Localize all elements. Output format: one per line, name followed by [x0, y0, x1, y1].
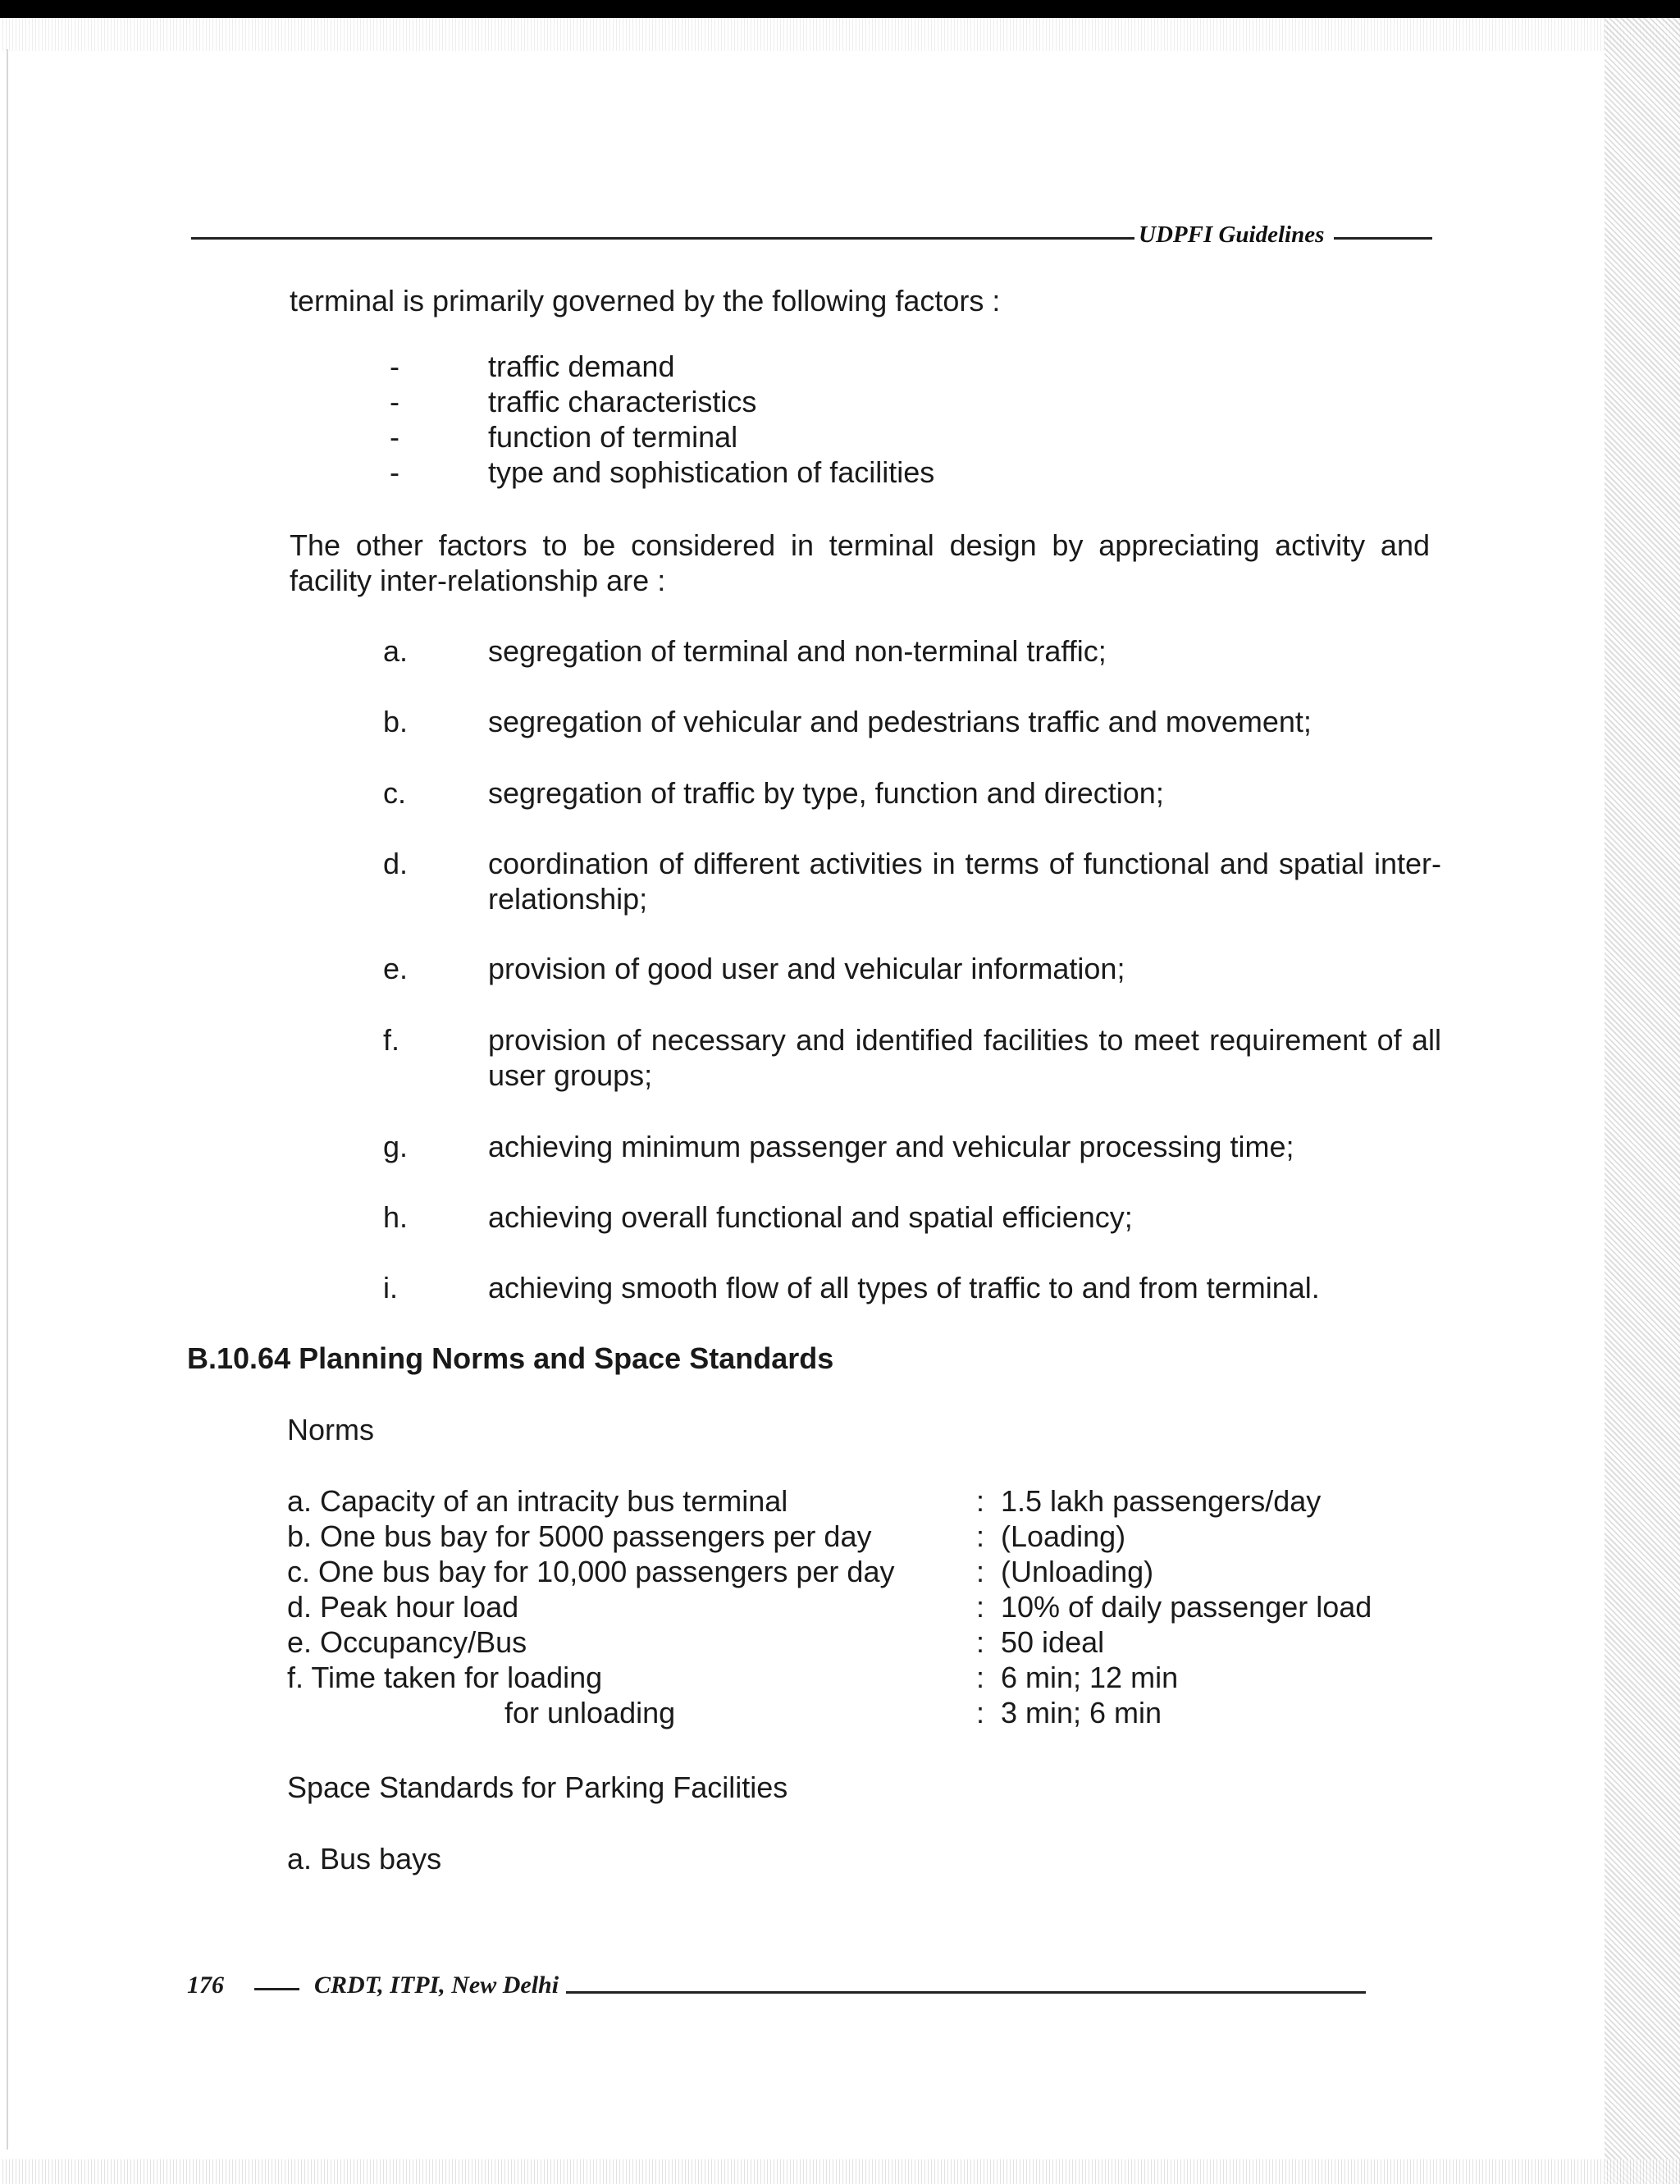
factors-paragraph: The other factors to be considered in terminal design by appreciating activity and facility inter-relationship are :	[290, 528, 1430, 597]
list-item	[390, 455, 934, 490]
list-dash: -	[390, 455, 399, 489]
norm-value: 50 ideal	[1001, 1625, 1105, 1659]
header-rule-right	[1334, 237, 1432, 240]
page-number: 176	[187, 1972, 224, 1999]
footer-rule	[566, 1991, 1366, 1994]
list-item-text: provision of necessary and identified facilities to meet requirement of all user groups;	[488, 1023, 1441, 1092]
list-item-text: achieving minimum passenger and vehicular processing time;	[488, 1130, 1294, 1163]
list-dash: -	[390, 420, 399, 454]
list-letter: b.	[383, 705, 409, 738]
list-item-text: coordination of different activities in terms of functional and spatial inter-relationship;	[488, 847, 1441, 916]
table-row	[287, 1695, 1372, 1730]
list-letter: f.	[383, 1023, 400, 1057]
list-letter: e.	[383, 952, 409, 985]
norm-colon: :	[976, 1661, 985, 1694]
list-letter: g.	[383, 1130, 409, 1163]
list-letter: a.	[383, 634, 409, 668]
norm-colon: :	[976, 1519, 985, 1553]
table-row	[287, 1589, 1372, 1624]
norm-colon: :	[976, 1590, 985, 1624]
table-row	[287, 1554, 1372, 1589]
list-item	[390, 419, 934, 455]
intro-line: terminal is primarily governed by the following factors :	[290, 284, 1001, 318]
norm-label: for unloading	[504, 1696, 676, 1729]
table-row	[287, 1519, 1372, 1554]
list-item-text: achieving overall functional and spatial efficiency;	[488, 1200, 1133, 1234]
list-item	[383, 1022, 1441, 1093]
norm-colon: :	[976, 1625, 985, 1659]
list-item	[383, 951, 1441, 986]
list-item	[383, 775, 1441, 811]
list-dash: -	[390, 385, 399, 418]
footer-source: CRDT, ITPI, New Delhi	[314, 1972, 559, 1999]
norms-table	[287, 1483, 1372, 1730]
list-item-text: segregation of vehicular and pedestrians traffic and movement;	[488, 705, 1312, 738]
norm-colon: :	[976, 1484, 985, 1518]
list-letter: i.	[383, 1271, 398, 1304]
list-item-text: traffic characteristics	[488, 385, 757, 418]
table-row	[287, 1483, 1372, 1519]
norm-label: f. Time taken for loading	[287, 1661, 603, 1694]
list-item-text: type and sophistication of facilities	[488, 455, 935, 489]
list-item-text: traffic demand	[488, 350, 675, 383]
list-item	[383, 1199, 1441, 1235]
list-item-text: function of terminal	[488, 420, 738, 454]
list-item	[390, 349, 934, 384]
norm-label: a. Capacity of an intracity bus terminal	[287, 1484, 788, 1518]
norm-label: c. One bus bay for 10,000 passengers per day	[287, 1555, 895, 1588]
norm-colon: :	[976, 1696, 985, 1729]
list-item	[383, 846, 1441, 916]
list-item	[390, 384, 934, 419]
norm-label: e. Occupancy/Bus	[287, 1625, 527, 1659]
list-item	[383, 633, 1441, 669]
norm-label: b. One bus bay for 5000 passengers per day	[287, 1519, 872, 1553]
list-item-text: achieving smooth flow of all types of traffic to and from terminal.	[488, 1271, 1320, 1304]
norm-label: d. Peak hour load	[287, 1590, 519, 1624]
table-row	[287, 1624, 1372, 1660]
list-item	[383, 1129, 1441, 1164]
norm-value: (Unloading)	[1001, 1555, 1154, 1588]
norm-value: 6 min; 12 min	[1001, 1661, 1179, 1694]
running-header: UDPFI Guidelines	[1139, 222, 1325, 248]
list-item	[383, 1270, 1441, 1305]
list-letter: d.	[383, 847, 409, 880]
list-item-text: segregation of terminal and non-terminal traffic;	[488, 634, 1107, 668]
footer-dash	[254, 1988, 299, 1990]
norm-value: 1.5 lakh passengers/day	[1001, 1484, 1322, 1518]
scan-noise-right	[1605, 18, 1680, 2184]
norm-colon: :	[976, 1555, 985, 1588]
space-standards-label: Space Standards for Parking Facilities	[287, 1771, 788, 1804]
norms-label: Norms	[287, 1413, 374, 1446]
norm-value: (Loading)	[1001, 1519, 1126, 1553]
norm-value: 10% of daily passenger load	[1001, 1590, 1372, 1624]
bus-bays-item: a. Bus bays	[287, 1842, 442, 1876]
list-item-text: segregation of traffic by type, function and direction;	[488, 776, 1164, 810]
list-item	[383, 704, 1441, 739]
list-letter: c.	[383, 776, 407, 810]
list-item-text: provision of good user and vehicular information;	[488, 952, 1125, 985]
list-dash: -	[390, 350, 399, 383]
table-row	[287, 1660, 1372, 1695]
section-heading: B.10.64 Planning Norms and Space Standards	[187, 1341, 834, 1375]
header-rule-left	[191, 237, 1134, 240]
factor-list	[390, 349, 934, 490]
list-letter: h.	[383, 1200, 409, 1234]
norm-value: 3 min; 6 min	[1001, 1696, 1162, 1729]
